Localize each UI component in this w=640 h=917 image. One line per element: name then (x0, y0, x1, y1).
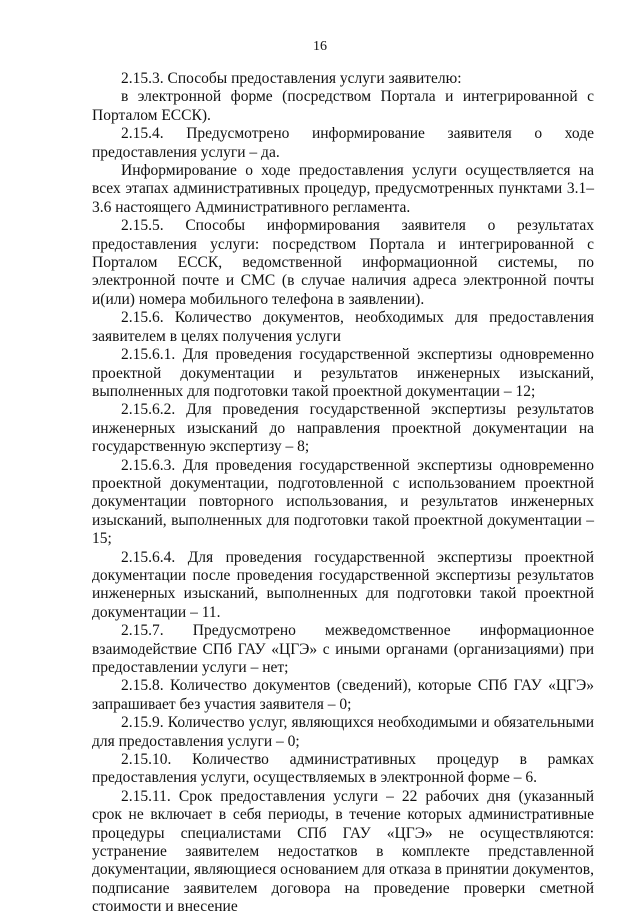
paragraph-electronic-form: в электронной форме (посредством Портала и интегрированной с Порталом ЕССК). (92, 88, 594, 124)
paragraph-2-15-7: 2.15.7. Предусмотрено межведомственное информационное взаимодействие СПб ГАУ «ЦГЭ» с иными органами (организациями) при предоставлении услуги – нет; (92, 622, 594, 676)
paragraph-2-15-9: 2.15.9. Количество услуг, являющихся необходимыми и обязательными для предоставления услуги – 0; (92, 714, 594, 750)
paragraph-2-15-10: 2.15.10. Количество административных процедур в рамках предоставления услуги, осуществляемых в электронной форме – 6. (92, 751, 594, 787)
paragraph-2-15-6: 2.15.6. Количество документов, необходимых для предоставления заявителем в целях получения услуги (92, 309, 594, 345)
document-body (92, 70, 594, 917)
paragraph-2-15-6-1: 2.15.6.1. Для проведения государственной экспертизы одновременно проектной документации и результатов инженерных изысканий, выполненных для подготовки такой проектной документации – 12; (92, 346, 594, 400)
paragraph-2-15-6-4: 2.15.6.4. Для проведения государственной экспертизы проектной документации после проведения государственной экспертизы результатов инженерных изысканий, выполненных для подготовки такой проектной документации – 11. (92, 548, 594, 621)
paragraph-informing: Информирование о ходе предоставления услуги осуществляется на всех этапах административных процедур, предусмотренных пунктами 3.1–3.6 настоящего Административного регламента. (92, 162, 594, 216)
page-number: 16 (313, 39, 327, 54)
paragraph-2-15-6-3: 2.15.6.3. Для проведения государственной экспертизы одновременно проектной документации, подготовленной с использованием проектной документации повторного использования, и результатов инженерных изысканий, выполненных для подготовки такой проектной документации – 15; (92, 456, 594, 548)
paragraph-2-15-6-2: 2.15.6.2. Для проведения государственной экспертизы результатов инженерных изысканий до направления проектной документации на государственную экспертизу – 8; (92, 401, 594, 456)
paragraph-2-15-8: 2.15.8. Количество документов (сведений), которые СПб ГАУ «ЦГЭ» запрашивает без участия заявителя – 0; (92, 677, 594, 713)
paragraph-2-15-5: 2.15.5. Способы информирования заявителя о результатах предоставления услуги: посредством Портала и интегрированной с Порталом ЕССК, ведомственной информационной системы, по электронной почте и СМС (в случае наличия адреса электронной почты и(или) номера мобильного телефона в заявлении). (92, 217, 594, 308)
paragraph-2-15-4: 2.15.4. Предусмотрено информирование заявителя о ходе предоставления услуги – да. (92, 125, 594, 161)
paragraph-2-15-3: 2.15.3. Способы предоставления услуги заявителю: (121, 70, 462, 87)
paragraph-2-15-11: 2.15.11. Срок предоставления услуги – 22 рабочих дня (указанный срок не включает в себя периоды, в течение которых административные процедуры специалистами СПб ГАУ «ЦГЭ» не осуществляются: устранение заявителем недостатков в комплекте представленной документации, являющиеся основанием для отказа в принятии документов, подписание заявителем договора на проведение проверки сметной стоимости и внесение (92, 787, 594, 916)
